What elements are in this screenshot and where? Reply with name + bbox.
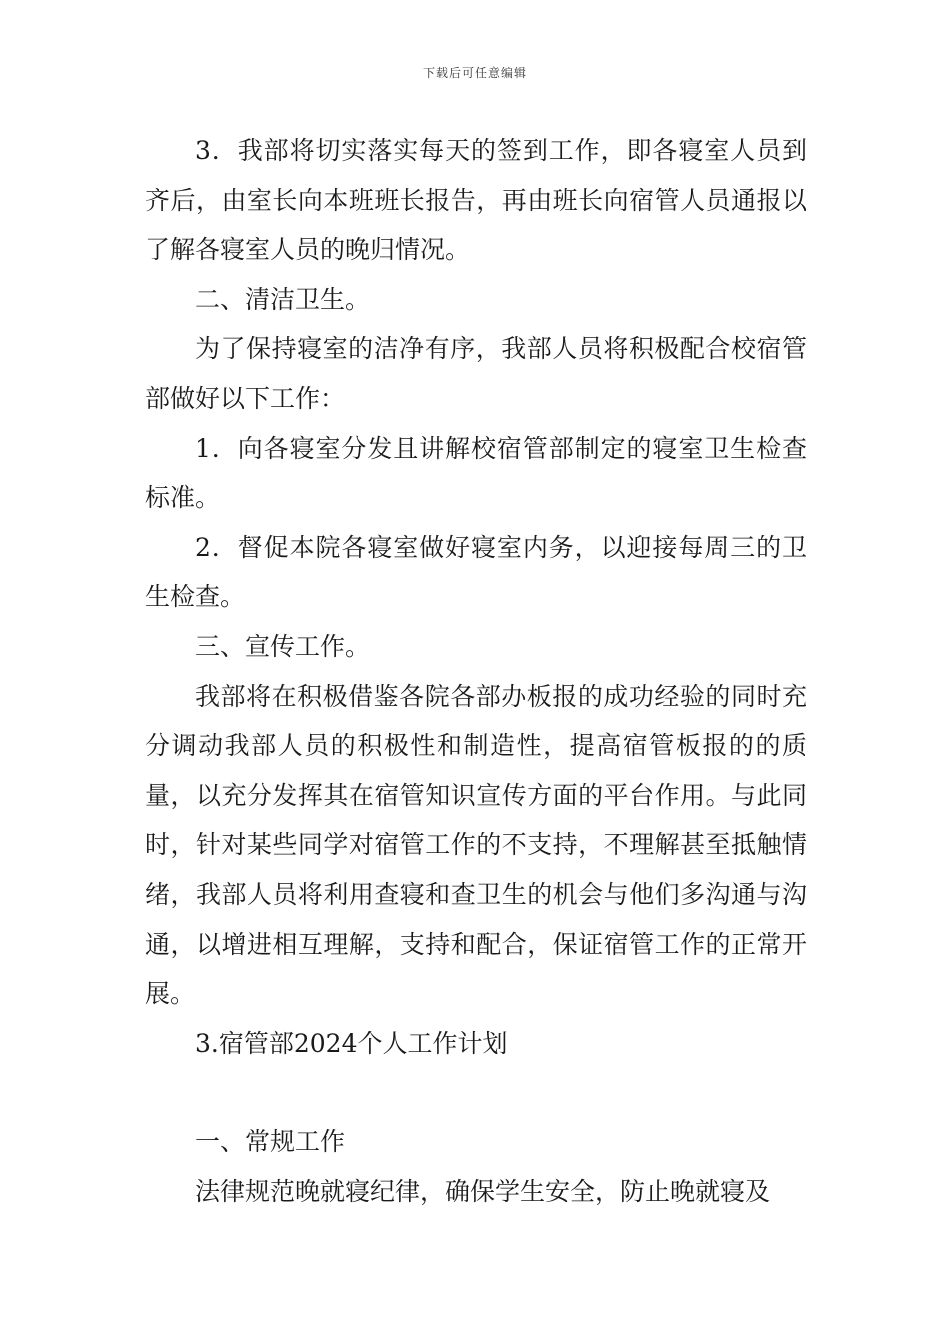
paragraph-cleaning-item-2: 2．督促本院各寝室做好寝室内务，以迎接每周三的卫生检查。 [145,532,807,612]
section-heading-cleaning: 二、清洁卫生。 [195,284,371,314]
section-heading-publicity: 三、宣传工作。 [195,631,371,661]
paragraph-cleaning-intro: 为了保持寝室的洁净有序，我部人员将积极配合校宿管部做好以下工作： [145,334,807,413]
section-heading-routine: 一、常规工作 [195,1127,346,1157]
paragraph-signin-duty: 3．我部将切实落实每天的签到工作，即各寝室人员到齐后，由室长向本班班长报告，再由班长向宿管人员通报以了解各寝室人员的晚归情况。 [145,136,807,265]
plan-title: 3.宿管部2024个人工作计划 [195,1028,508,1058]
page-header-note: 下载后可任意编辑 [422,66,527,80]
paragraph-routine: 法律规范晚就寝纪律，确保学生安全，防止晚就寝及 [195,1176,771,1206]
paragraph-publicity: 我部将在积极借鉴各院各部办板报的成功经验的同时充分调动我部人员的积极性和制造性，提高宿管板报的的质量，以充分发挥其在宿管知识宣传方面的平台作用。与此同时，针对某些同学对宿管工作的不支持，不理解甚至抵触情绪，我部人员将利用查寝和查卫生的机会与他们多沟通与沟通，以增进相互理解，支持和配合，保证宿管工作的正常开展。 [145,681,807,1009]
paragraph-cleaning-item-1: 1．向各寝室分发且讲解校宿管部制定的寝室卫生检查标准。 [145,433,807,513]
document-body [145,126,807,1216]
